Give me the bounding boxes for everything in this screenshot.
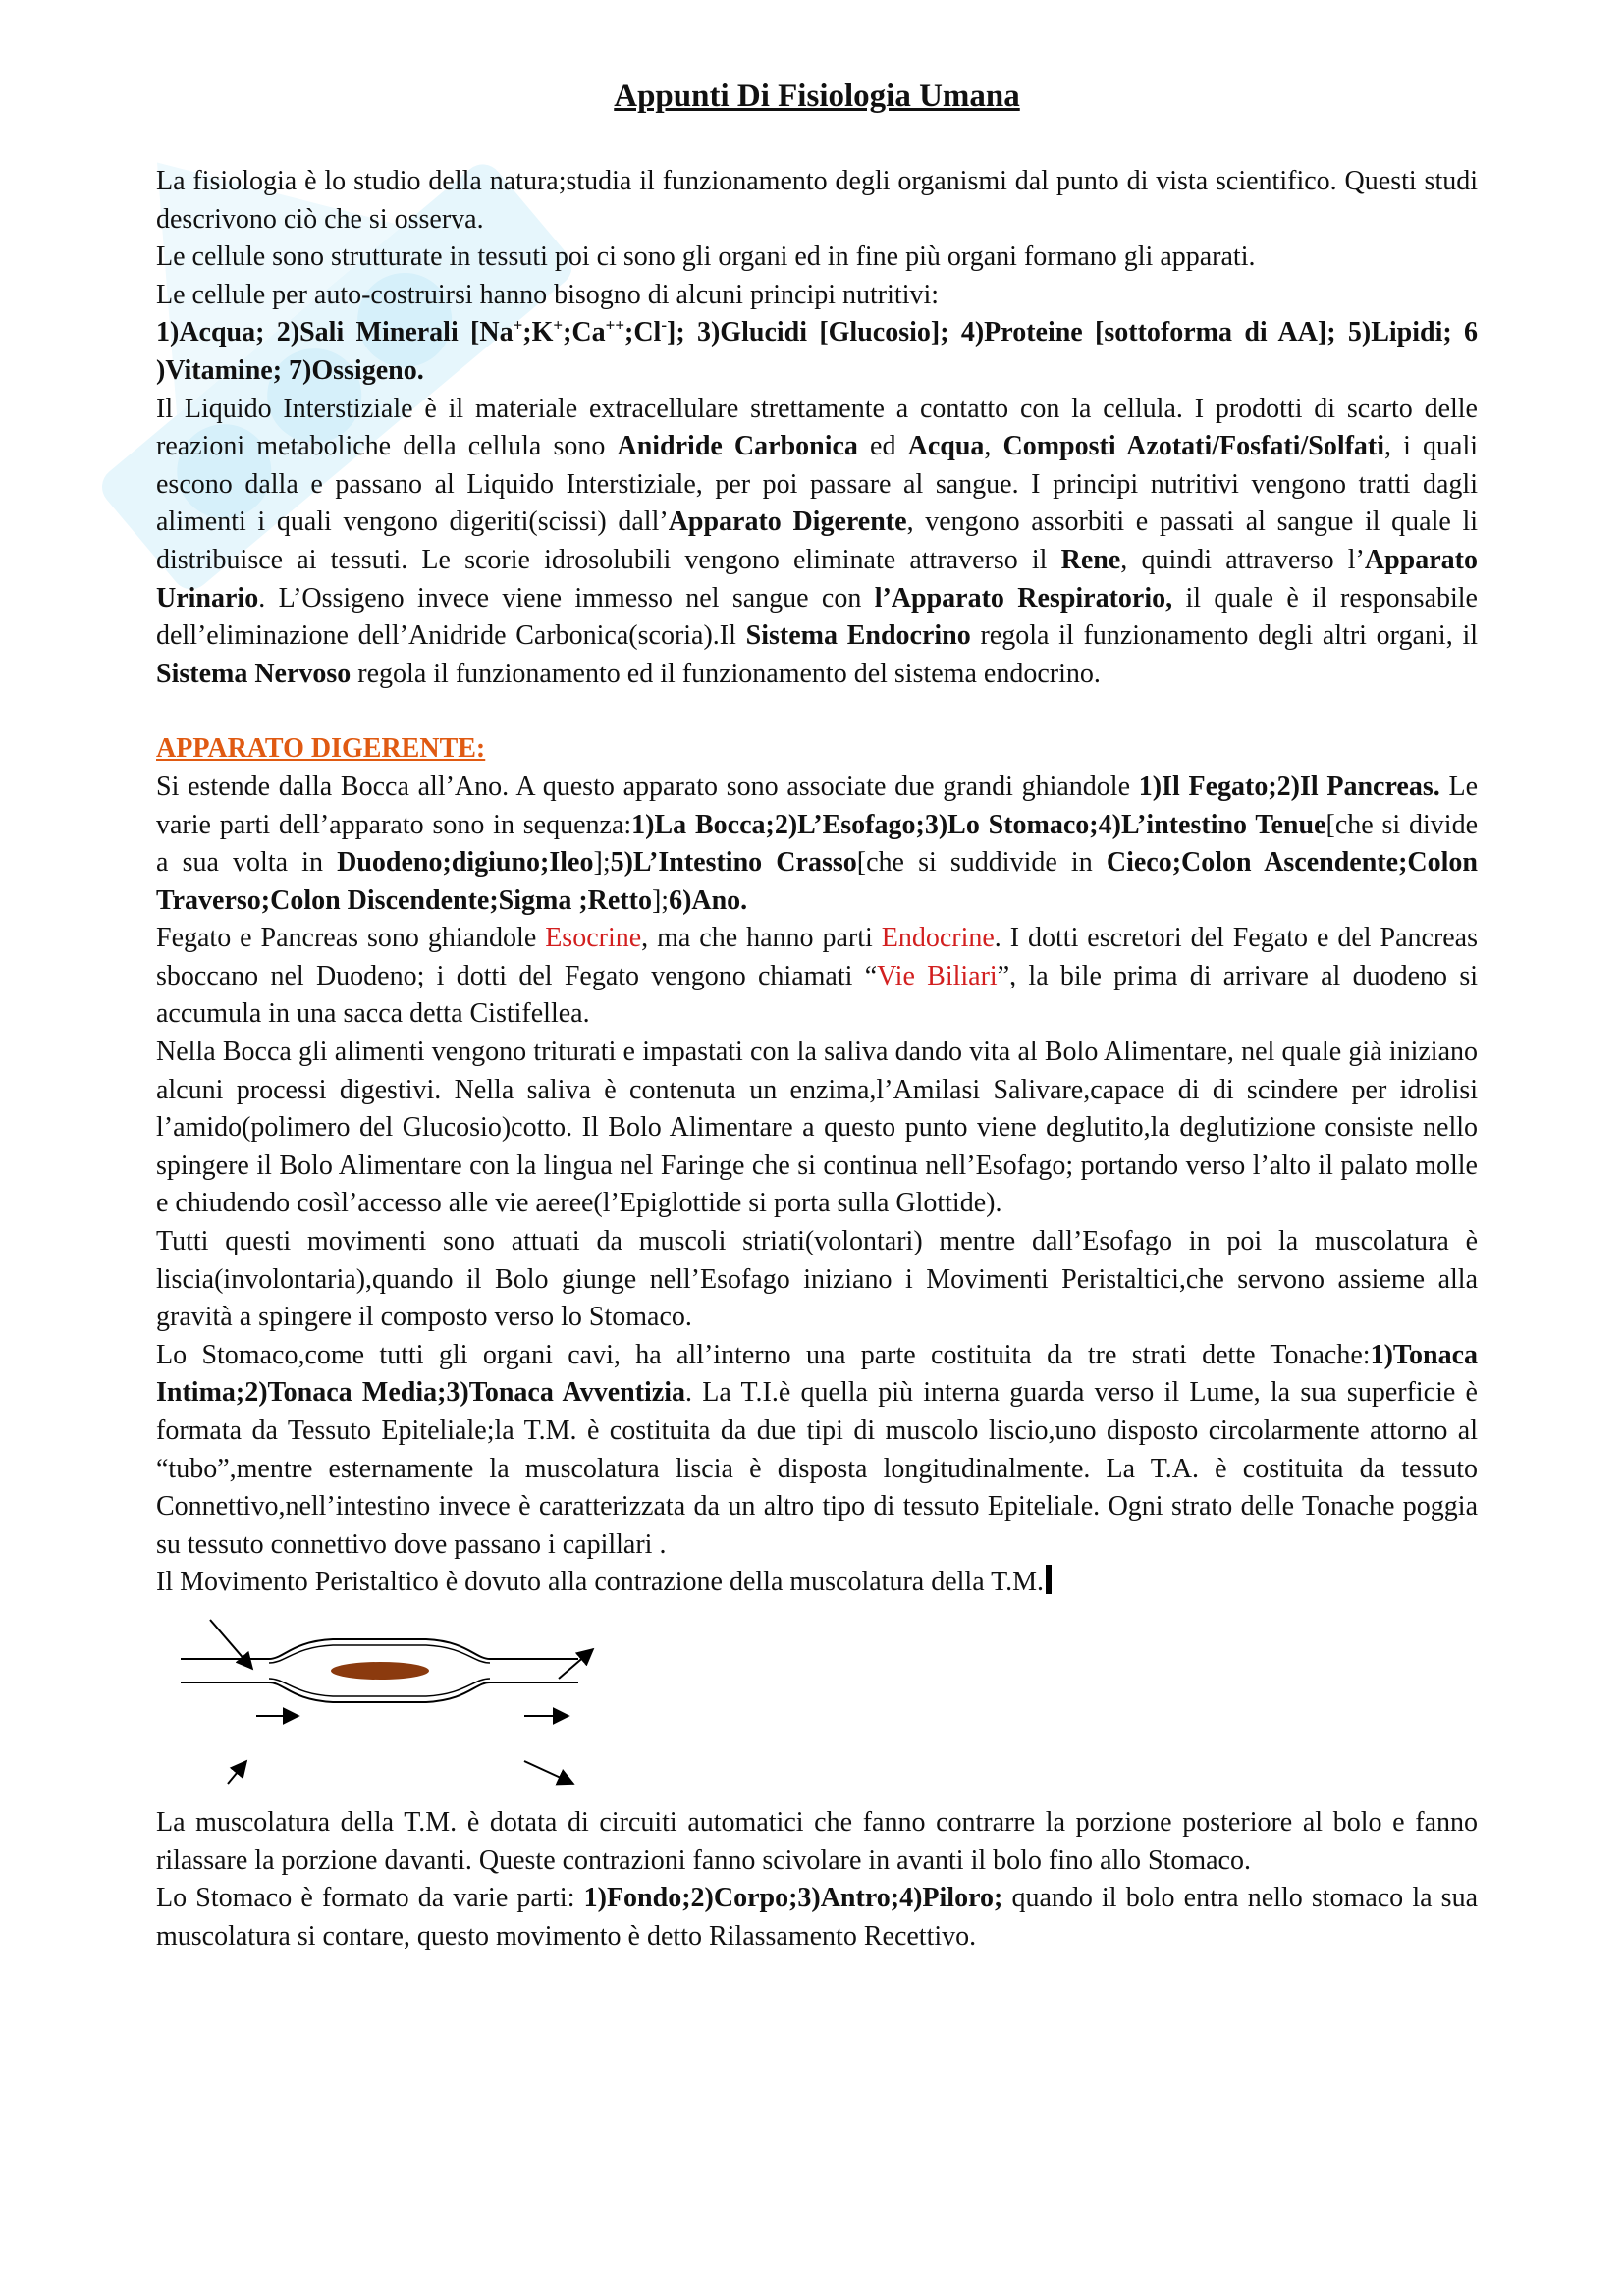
peristalsis-diagram <box>156 1612 1478 1804</box>
digerente-paragraph-3: Nella Bocca gli alimenti vengono triturati e impastati con la saliva dando vita al Bolo Alimentare, nel quale già iniziano alcuni processi digestivi. Nella saliva è contenuta un enzima,l’Amilasi Salivare,capace di di scindere per idrolisi l’amido(polimero del Glucosio)cotto. Il Bolo Alimentare a questo punto viene deglutito,la deglutizione consiste nello spingere il Bolo Alimentare con la lingua nel Faringe che si continua nell’Esofago; portando verso l’alto il palato molle e chiudendo cosìl’accesso alle vie aeree(l’Epiglottide si porta sulla Glottide). <box>156 1037 1478 1219</box>
digerente-paragraph-8: Lo Stomaco è formato da varie parti: 1)Fondo;2)Corpo;3)Antro;4)Piloro; quando il bolo entra nello stomaco la sua muscolatura si contare, questo movimento è detto Rilassamento Recettivo. <box>156 1883 1478 1951</box>
liquido-interstiziale-paragraph: Il Liquido Interstiziale è il materiale extracellulare strettamente a contatto con la cellula. I prodotti di scarto delle reazioni metaboliche della cellula sono Anidride Carbonica ed Acqua, Composti Azotati/Fosfati/Solfati, i quali escono dalla e passano al Liquido Interstiziale, per poi passare al sangue. I principi nutritivi vengono tratti dagli alimenti i quali vengono digeriti(scissi) dall’Apparato Digerente, vengono assorbiti e passati al sangue il quale li distribuisce ai tessuti. Le scorie idrosolubili vengono eliminate attraverso il Rene, quindi attraverso l’Apparato Urinario. L’Ossigeno invece viene immesso nel sangue con l’Apparato Respiratorio, il quale è il responsabile dell’eliminazione dell’Anidride Carbonica(scoria).Il Sistema Endocrino regola il funzionamento degli altri organi, il Sistema Nervoso regola il funzionamento ed il funzionamento del sistema endocrino. <box>156 393 1479 689</box>
tube-lower-wall <box>181 1682 578 1702</box>
text-cursor <box>1046 1565 1052 1594</box>
peristalsis-drawing <box>176 1612 686 1804</box>
intro-paragraph-1: La fisiologia è lo studio della natura;studia il funzionamento degli organismi dal punto di vista scientifico. Questi studi descrivono ciò che si osserva. <box>156 166 1478 235</box>
section-heading-apparato-digerente: APPARATO DIGERENTE: <box>156 733 486 765</box>
bolo-alimentare <box>331 1662 429 1680</box>
nutrients-list: 1)Acqua; 2)Sali Minerali [Na+;K+;Ca++;Cl-]; 3)Glucidi [Glucosio]; 4)Proteine [sottoforma di AA]; 5)Lipidi; 6 )Vitamine; 7)Ossigeno. <box>156 316 1478 386</box>
intro-paragraph-3: Le cellule per auto-costruirsi hanno bisogno di alcuni principi nutritivi: <box>156 279 940 310</box>
document-body <box>156 163 1478 1955</box>
arrow-contraction <box>210 1620 252 1669</box>
arrow-up-right <box>559 1649 593 1679</box>
digerente-paragraph-1: Si estende dalla Bocca all’Ano. A questo apparato sono associate due grandi ghiandole 1)Il Fegato;2)Il Pancreas. Le varie parti dell’apparato sono in sequenza:1)La Bocca;2)L’Esofago;3)Lo Stomaco;4)L’intestino Tenue[che si divide a sua volta in Duodeno;digiuno;Ileo];5)L’Intestino Crasso[che si suddivide in Cieco;Colon Ascendente;Colon Traverso;Colon Discendente;Sigma ;Retto];6)Ano. <box>156 771 1479 916</box>
arrow-up-left <box>228 1761 246 1784</box>
digerente-paragraph-6: Il Movimento Peristaltico è dovuto alla contrazione della muscolatura della T.M. <box>156 1564 1478 1602</box>
digerente-paragraph-2: Fegato e Pancreas sono ghiandole Esocrine, ma che hanno parti Endocrine. I dotti escretori del Fegato e del Pancreas sboccano nel Duodeno; i dotti del Fegato vengono chiamati “Vie Biliari”, la bile prima di arrivare al duodeno si accumula in una sacca detta Cistifellea. <box>156 923 1478 1030</box>
digerente-paragraph-7: La muscolatura della T.M. è dotata di circuiti automatici che fanno contrarre la porzione posteriore al bolo e fanno rilassare la porzione davanti. Queste contrazioni fanno scivolare in avanti il bolo fino allo Stomaco. <box>156 1806 1478 1876</box>
document-title: Appunti Di Fisiologia Umana <box>614 79 1020 114</box>
intro-paragraph-2: Le cellule sono strutturate in tessuti poi ci sono gli organi ed in fine più organi formano gli apparati. <box>156 241 1256 273</box>
digerente-paragraph-5: Lo Stomaco,come tutti gli organi cavi, ha all’interno una parte costituita da tre strati dette Tonache:1)Tonaca Intima;2)Tonaca Media;3)Tonaca Avventizia. La T.I.è quella più interna guarda verso il Lume, la sua superficie è formata da Tessuto Epiteliale;la T.M. è costituita da due tipi di muscolo liscio,uno disposto circolarmente attorno al “tubo”,mentre esternamente la muscolatura liscia è disposta longitudinalmente. La T.A. è costituita da tessuto Connettivo,nell’intestino invece è caratterizzata da un altro tipo di tessuto Epiteliale. Ogni strato delle Tonache poggia su tessuto connettivo dove passano i capillari . <box>156 1339 1478 1560</box>
arrow-down-right <box>524 1761 573 1784</box>
digerente-paragraph-4: Tutti questi movimenti sono attuati da muscoli striati(volontari) mentre dall’Esofago in poi la muscolatura è liscia(involontaria),quando il Bolo giunge nell’Esofago iniziano i Movimenti Peristaltici,che servono assieme alla gravità a spingere il composto verso lo Stomaco. <box>156 1226 1478 1333</box>
